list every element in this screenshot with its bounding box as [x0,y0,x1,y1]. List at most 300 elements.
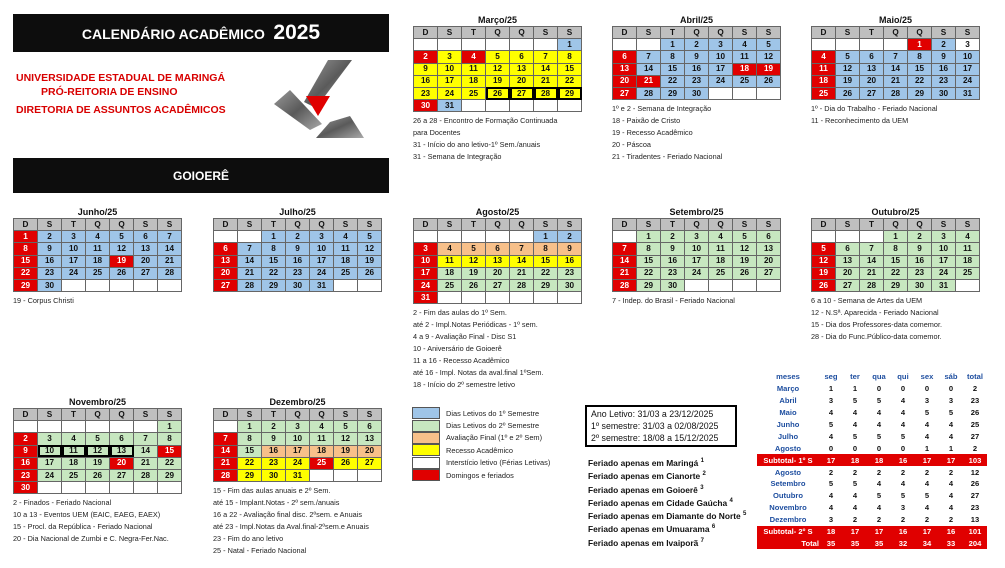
month-note: 16 a 22 - Avaliação final disc. 2ºsem. e Anuais [213,510,362,520]
stats-value: 2 [924,515,930,525]
day-cell: 23 [38,267,62,279]
day-cell: 9 [932,51,956,63]
stats-value: 26 [970,479,980,489]
day-cell: 15 [238,445,262,457]
stats-row [757,502,987,514]
empty-cell [860,231,884,243]
empty-cell [414,39,438,51]
stats-value: 1 [852,384,858,394]
day-cell: 11 [733,51,757,63]
stats-value: 4 [948,431,954,441]
day-cell: 30 [932,87,956,99]
day-cell: 23 [558,267,582,279]
day-cell: 3 [956,39,980,51]
day-cell: 22 [158,457,182,469]
empty-cell [438,231,462,243]
empty-cell [334,279,358,291]
empty-cell [310,469,334,481]
day-cell: 12 [812,255,836,267]
day-cell: 10 [286,433,310,445]
day-cell: 6 [757,231,781,243]
day-cell: 20 [486,267,510,279]
day-cell: 20 [110,457,134,469]
month-note: 19 - Recesso Acadêmico [612,128,693,138]
day-cell: 16 [558,255,582,267]
day-cell: 16 [262,445,286,457]
day-cell: 26 [486,87,510,99]
calendar-grid [213,408,382,482]
day-cell: 1 [637,231,661,243]
day-cell: 9 [414,63,438,75]
day-cell: 30 [558,279,582,291]
month-note: 21 - Tiradentes - Feriado Nacional [612,152,723,162]
day-cell: 7 [238,243,262,255]
stats-value: 0 [852,443,858,453]
legend [412,407,550,481]
month-note: para Docentes [413,128,461,138]
day-cell: 16 [932,63,956,75]
legend-item [412,469,550,481]
weekday-header: S [534,219,558,231]
month-note: 25 - Natal - Feriado Nacional [213,546,307,556]
month-note: 10 a 13 - Eventos UEM (EAIC, EAEG, EAEX) [13,510,161,520]
day-cell: 7 [214,433,238,445]
day-cell: 2 [685,39,709,51]
day-cell: 23 [685,75,709,87]
day-cell: 2 [262,421,286,433]
stats-value: 5 [828,420,834,429]
stats-row [757,383,987,395]
day-cell: 11 [438,255,462,267]
day-cell: 18 [438,267,462,279]
empty-cell [462,39,486,51]
weekday-header: Q [110,219,134,231]
stats-value: 0 [876,384,882,394]
stats-value: 23 [970,503,980,513]
day-cell: 30 [908,279,932,291]
day-cell: 16 [661,255,685,267]
stats-value: 1 [924,443,930,453]
empty-cell [884,39,908,51]
day-cell: 9 [558,243,582,255]
day-cell: 22 [262,267,286,279]
day-cell: 15 [637,255,661,267]
stats-value: 4 [924,420,930,429]
day-cell: 2 [286,231,310,243]
day-cell: 17 [414,267,438,279]
day-cell: 16 [414,75,438,87]
stats-header: qua [872,372,886,382]
day-cell: 17 [38,457,62,469]
month-notes [612,103,781,163]
day-cell: 3 [38,433,62,445]
day-cell: 19 [757,63,781,75]
stats-value: 2 [852,467,858,477]
weekday-header: Q [286,219,310,231]
day-cell: 3 [286,421,310,433]
stats-value: 4 [828,431,834,441]
stats-value: 103 [963,454,987,466]
empty-cell [134,482,158,494]
empty-cell [558,292,582,304]
day-cell: 21 [534,75,558,87]
day-cell: 31 [956,87,980,99]
day-cell: 4 [438,243,462,255]
holiday-note: Feriado apenas em Cidade Gaúcha $^4$ [588,497,733,508]
day-cell: 20 [613,75,637,87]
day-cell: 6 [214,243,238,255]
stats-month: Novembro [769,503,807,513]
weekday-header: D [214,409,238,421]
weekday-header: Q [908,219,932,231]
day-cell: 22 [908,75,932,87]
month-title: Julho/25 [279,207,316,217]
day-cell: 5 [86,433,110,445]
stats-value: 3 [948,396,954,406]
weekday-header: S [238,219,262,231]
stats-row [757,395,987,407]
stats-header: qui [897,372,909,382]
month-notes [13,497,182,545]
stats-value: 2 [900,467,906,477]
day-cell: 27 [510,87,534,99]
day-cell: 22 [637,267,661,279]
day-cell: 23 [414,87,438,99]
day-cell: 29 [262,279,286,291]
month-note: 18 - Início do 2º semestre letivo [413,380,516,390]
weekday-header: T [62,409,86,421]
weekday-header: T [860,219,884,231]
day-cell: 13 [110,445,134,457]
legend-item [412,432,550,444]
empty-cell [510,100,534,112]
weekday-header: Q [709,27,733,39]
month-april [612,14,781,163]
stats-value: 4 [924,479,930,489]
uem-logo [270,58,366,142]
stats-header: total [966,372,984,382]
weekday-header: S [358,409,382,421]
stats-value: 26 [970,408,980,418]
day-cell: 21 [613,267,637,279]
day-cell: 26 [812,279,836,291]
holiday-note: Feriado apenas em Maringá $^1$ [588,457,704,468]
day-cell: 15 [14,255,38,267]
calendar-grid [213,218,382,292]
day-cell: 25 [812,87,836,99]
stats-value: 4 [900,396,906,406]
school-days-table [757,371,987,549]
day-cell: 25 [462,87,486,99]
day-cell: 13 [214,255,238,267]
empty-cell [757,87,781,99]
day-cell: 31 [310,279,334,291]
day-cell: 24 [709,75,733,87]
day-cell: 20 [358,445,382,457]
day-cell: 18 [86,255,110,267]
month-note: 11 a 16 - Recesso Acadêmico [413,356,510,366]
day-cell: 6 [110,433,134,445]
day-cell: 20 [757,255,781,267]
empty-cell [510,292,534,304]
empty-cell [733,87,757,99]
stats-value: 4 [876,503,882,513]
stats-value: 4 [948,503,954,513]
stats-row [757,430,987,442]
day-cell: 13 [860,63,884,75]
stats-value: 5 [876,431,882,441]
stats-value: 2 [948,467,954,477]
weekday-header: D [613,219,637,231]
day-cell: 14 [238,255,262,267]
day-cell: 7 [158,231,182,243]
stats-month: Subtotal- 2º S [757,526,819,538]
title-bar [13,14,389,52]
stats-value: 34 [915,537,939,549]
stats-value: 3 [900,503,906,513]
stats-row [757,490,987,502]
day-cell: 18 [733,63,757,75]
empty-cell [358,279,382,291]
legend-swatch [412,420,440,432]
calendar-year: 2025 [273,21,321,44]
day-cell: 19 [836,75,860,87]
stats-subtotal-row [757,526,987,538]
stats-value: 4 [948,479,954,489]
day-cell: 27 [134,267,158,279]
day-cell: 27 [358,457,382,469]
month-march [413,14,582,163]
stats-month: Dezembro [769,515,807,525]
day-cell: 12 [86,445,110,457]
month-note: 31 - Semana de Integração [413,152,502,162]
academic-year-line: Ano Letivo: 31/03 a 23/12/2025 [591,409,714,419]
day-cell: 23 [14,469,38,481]
day-cell: 8 [238,433,262,445]
day-cell: 5 [334,421,358,433]
pro-reitoria-name: PRÓ-REITORIA DE ENSINO [41,86,178,98]
month-july [213,206,382,292]
day-cell: 28 [214,469,238,481]
empty-cell [685,279,709,291]
day-cell: 16 [14,457,38,469]
day-cell: 29 [558,87,582,99]
day-cell: 5 [733,231,757,243]
empty-cell [956,279,980,291]
weekday-header: T [262,409,286,421]
stats-month: Agosto [774,443,802,453]
day-cell: 1 [908,39,932,51]
stats-value: 4 [852,408,858,418]
day-cell: 7 [860,243,884,255]
stats-value: 4 [900,408,906,418]
stats-value: 3 [828,396,834,406]
stats-value: 17 [819,454,843,466]
day-cell: 25 [956,267,980,279]
day-cell: 16 [908,255,932,267]
day-cell: 24 [62,267,86,279]
day-cell: 6 [358,421,382,433]
day-cell: 15 [158,445,182,457]
day-cell: 16 [38,255,62,267]
stats-value: 5 [852,396,858,406]
day-cell: 18 [812,75,836,87]
day-cell: 6 [134,231,158,243]
stats-value: 25 [970,420,980,429]
stats-header: ter [850,372,860,382]
month-notes [612,295,781,307]
day-cell: 17 [438,75,462,87]
university-name: UNIVERSIDADE ESTADUAL DE MARINGÁ [16,72,226,84]
day-cell: 1 [14,231,38,243]
weekday-header: S [757,219,781,231]
empty-cell [86,421,110,433]
stats-value: 4 [948,420,954,429]
month-notes [811,103,980,127]
first-semester-line: 1º semestre: 31/03 a 02/08/2025 [591,421,719,431]
empty-cell [134,421,158,433]
weekday-header: Q [908,27,932,39]
empty-cell [14,421,38,433]
day-cell: 27 [860,87,884,99]
campus-name: GOIOERÊ [172,169,229,183]
day-cell: 28 [860,279,884,291]
day-cell: 25 [709,267,733,279]
day-cell: 25 [62,469,86,481]
day-cell: 10 [709,51,733,63]
weekday-header: S [438,219,462,231]
day-cell: 27 [757,267,781,279]
day-cell: 10 [414,255,438,267]
day-cell: 24 [956,75,980,87]
stats-value: 4 [900,479,906,489]
day-cell: 12 [733,243,757,255]
day-cell: 9 [661,243,685,255]
day-cell: 24 [685,267,709,279]
month-note: até 15 - Implant.Notas - 2º sem./anuais [213,498,340,508]
holiday-note: Feriado apenas em Goioerê $^3$ [588,484,704,495]
stats-value: 18 [819,526,843,538]
day-cell: 2 [932,39,956,51]
weekday-header: S [956,27,980,39]
day-cell: 14 [134,445,158,457]
weekday-header: Q [709,219,733,231]
day-cell: 24 [286,457,310,469]
day-cell: 8 [908,51,932,63]
day-cell: 10 [310,243,334,255]
day-cell: 2 [38,231,62,243]
day-cell: 9 [685,51,709,63]
weekday-header: D [812,27,836,39]
stats-month: Março [776,384,800,394]
calendar-grid [413,218,582,304]
day-cell: 21 [637,75,661,87]
empty-cell [709,87,733,99]
calendar-grid [612,218,781,292]
stats-value: 17 [915,526,939,538]
empty-cell [510,231,534,243]
day-cell: 1 [534,231,558,243]
day-cell: 21 [214,457,238,469]
month-title: Outubro/25 [871,207,920,217]
weekday-header: Q [884,219,908,231]
weekday-header: Q [310,219,334,231]
empty-cell [486,292,510,304]
day-cell: 23 [932,75,956,87]
empty-cell [534,100,558,112]
day-cell: 4 [733,39,757,51]
empty-cell [486,100,510,112]
stats-value: 5 [828,479,834,489]
month-note: 1º - Dia do Trabalho - Feriado Nacional [811,104,938,114]
weekday-header: D [613,27,637,39]
month-note: 18 - Paixão de Cristo [612,116,681,126]
day-cell: 24 [438,87,462,99]
day-cell: 31 [932,279,956,291]
month-notes [413,307,582,391]
stats-value: 5 [924,491,930,501]
day-cell: 10 [932,243,956,255]
month-title: Dezembro/25 [269,397,326,407]
day-cell: 18 [709,255,733,267]
day-cell: 2 [661,231,685,243]
month-note: até 16 - Impl. Notas da aval.final 1ºSem. [413,368,544,378]
day-cell: 31 [286,469,310,481]
day-cell: 2 [558,231,582,243]
weekday-header: S [334,409,358,421]
weekday-header: Q [510,27,534,39]
stats-value: 3 [924,396,930,406]
day-cell: 12 [110,243,134,255]
day-cell: 14 [613,255,637,267]
day-cell: 29 [661,87,685,99]
stats-value: 2 [972,384,978,394]
stats-header: seg [824,372,838,382]
day-cell: 26 [757,75,781,87]
weekday-header: Q [286,409,310,421]
day-cell: 13 [613,63,637,75]
stats-value: 5 [948,408,954,418]
day-cell: 26 [733,267,757,279]
day-cell: 31 [414,292,438,304]
weekday-header: S [534,27,558,39]
stats-subtotal-row [757,454,987,466]
empty-cell [613,231,637,243]
empty-cell [709,279,733,291]
weekday-header: S [836,219,860,231]
day-cell: 6 [836,243,860,255]
day-cell: 11 [86,243,110,255]
day-cell: 15 [908,63,932,75]
legend-swatch [412,469,440,481]
month-note: 28 - Dia do Func.Público-data comemor. [811,332,942,342]
stats-value: 5 [876,396,882,406]
day-cell: 29 [238,469,262,481]
empty-cell [110,279,134,291]
empty-cell [62,279,86,291]
day-cell: 3 [62,231,86,243]
day-cell: 10 [62,243,86,255]
day-cell: 29 [534,279,558,291]
empty-cell [438,292,462,304]
stats-value: 5 [924,408,930,418]
stats-value: 35 [843,537,867,549]
day-cell: 28 [510,279,534,291]
day-cell: 7 [613,243,637,255]
day-cell: 1 [262,231,286,243]
empty-cell [534,39,558,51]
day-cell: 3 [414,243,438,255]
